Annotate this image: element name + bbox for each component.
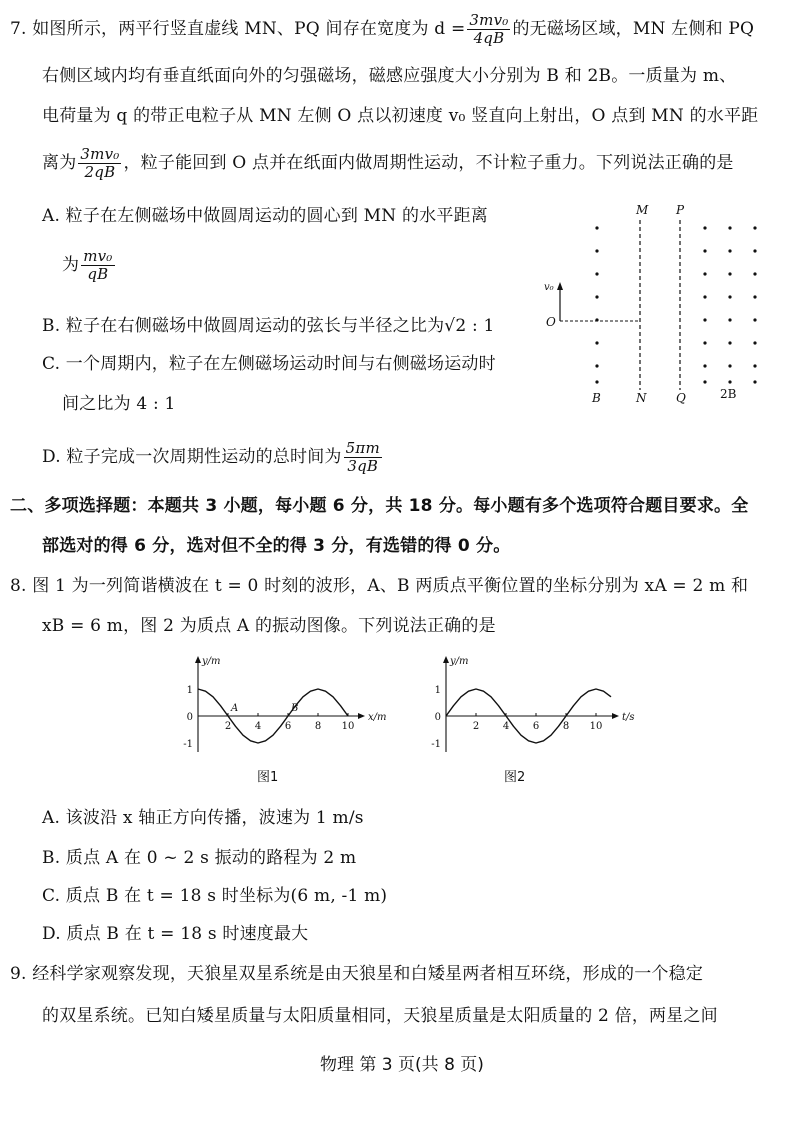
x-axis-arrow xyxy=(612,713,619,719)
q7-option-a-line2: 为 $\frac{\text{mv₀}}{qB}$ xyxy=(62,247,113,283)
field-dot xyxy=(728,226,731,229)
y-tick-label: 1 xyxy=(186,685,193,696)
x-tick-label: 8 xyxy=(562,721,570,732)
q9-line1: 9. 经科学家观察发现，天狼星双星系统是由天狼星和白矮星两者相互环绕，形成的一个稳定 xyxy=(10,964,704,984)
field-dot xyxy=(728,318,731,321)
field-dot xyxy=(595,226,598,229)
point-label: B xyxy=(291,703,299,714)
q7-option-a-line1: A. 粒子在左侧磁场中做圆周运动的圆心到 MN 的水平距离 xyxy=(42,206,488,226)
field-dot xyxy=(753,341,756,344)
left-field-dots xyxy=(595,226,598,383)
q8-option-b: B. 质点 A 在 0 ~ 2 s 振动的路程为 2 m xyxy=(42,848,357,868)
x-tick-label: 6 xyxy=(284,721,292,732)
field-dot xyxy=(753,226,756,229)
field-dot xyxy=(595,249,598,252)
field-dot xyxy=(703,249,706,252)
field-dot xyxy=(753,272,756,275)
field-dot xyxy=(728,272,731,275)
q7-line1: 7. 如图所示，两平行竖直虚线 MN、PQ 间存在宽度为 d = $\frac{\text{3mv₀}}{4qB}$ 的无磁场区域，MN 左侧和 PQ xyxy=(10,11,755,47)
y-axis-label: y/m xyxy=(202,656,221,667)
d-fraction: $\frac{\text{3mv₀}}{4qB}$ xyxy=(469,11,509,47)
q8-option-a: A. 该波沿 x 轴正方向传播，波速为 1 m/s xyxy=(42,808,364,828)
field-dot xyxy=(728,364,731,367)
field-dot xyxy=(595,364,598,367)
field-dot xyxy=(703,295,706,298)
label-o: O xyxy=(546,315,556,329)
field-dot xyxy=(703,272,706,275)
x-tick-label: 6 xyxy=(532,721,540,732)
r-fraction: $\frac{\text{3mv₀}}{2qB}$ xyxy=(80,145,120,181)
x-tick-label: 2 xyxy=(224,721,232,732)
field-dot xyxy=(753,364,756,367)
y-tick-label: 0 xyxy=(434,712,441,723)
section2-line1: 二、多项选择题：本题共 3 小题，每小题 6 分，共 18 分。每小题有多个选项符合题目要求。全 xyxy=(10,496,749,516)
right-field-dots xyxy=(703,226,756,383)
q9-line2: 的双星系统。已知白矮星质量与太阳质量相同，天狼星质量是太阳质量的 2 倍，两星之间 xyxy=(42,1006,718,1026)
x-tick-label: 8 xyxy=(314,721,322,732)
figure2-caption: 图2 xyxy=(504,770,526,785)
field-dot xyxy=(728,380,731,383)
field-dot xyxy=(753,249,756,252)
x-tick-label: 10 xyxy=(589,721,603,732)
field-dot xyxy=(703,364,706,367)
field-dot xyxy=(703,341,706,344)
y-tick-label: -1 xyxy=(431,739,441,750)
q8-option-c: C. 质点 B 在 t = 18 s 时坐标为(6 m, -1 m) xyxy=(42,886,388,906)
x-tick-label: 4 xyxy=(502,721,510,732)
y-axis-arrow xyxy=(195,656,201,663)
t-fraction: $\frac{5\pi m}{3qB}$ xyxy=(345,439,380,475)
field-dot xyxy=(728,249,731,252)
x-axis-arrow xyxy=(358,713,365,719)
v0-arrowhead xyxy=(557,282,563,290)
field-dot xyxy=(595,295,598,298)
y-tick-label: -1 xyxy=(183,739,193,750)
magnetic-field-figure xyxy=(540,200,780,410)
q7-option-c-line2: 间之比为 4 : 1 xyxy=(62,394,176,414)
field-dot xyxy=(753,295,756,298)
y-tick-label: 1 xyxy=(434,685,441,696)
x-axis-label: x/m xyxy=(368,712,387,723)
field-dot xyxy=(753,380,756,383)
q8-line1: 8. 图 1 为一列简谐横波在 t = 0 时刻的波形，A、B 两质点平衡位置的坐标分别为 xA = 2 m 和 xyxy=(10,576,749,596)
label-2b: 2B xyxy=(720,387,737,401)
field-dot xyxy=(595,380,598,383)
field-dot xyxy=(595,272,598,275)
q7-line2: 右侧区域内均有垂直纸面向外的匀强磁场，磁感应强度大小分别为 B 和 2B。一质量为 m、 xyxy=(42,66,737,86)
field-dot xyxy=(703,318,706,321)
vibration-chart-figure2 xyxy=(418,648,638,760)
wave-chart-figure1 xyxy=(170,648,390,760)
page-footer: 物理 第 3 页(共 8 页) xyxy=(320,1055,484,1075)
field-dot xyxy=(703,226,706,229)
field-dot xyxy=(595,341,598,344)
y-axis-label: y/m xyxy=(450,656,469,667)
y-axis-arrow xyxy=(443,656,449,663)
label-q: Q xyxy=(676,391,686,405)
x-tick-label: 10 xyxy=(341,721,355,732)
q7-option-c-line1: C. 一个周期内，粒子在左侧磁场运动时间与右侧磁场运动时 xyxy=(42,354,496,374)
field-dot xyxy=(753,318,756,321)
label-n: N xyxy=(636,391,647,405)
q7-line3: 电荷量为 q 的带正电粒子从 MN 左侧 O 点以初速度 v₀ 竖直向上射出，O 点到 MN 的水平距 xyxy=(42,106,759,126)
q7-line4: 离为 $\frac{\text{3mv₀}}{2qB}$ ，粒子能回到 O 点并在纸面内做周期性运动，不计粒子重力。下列说法正确的是 xyxy=(42,145,734,181)
field-dot xyxy=(728,341,731,344)
figure1-caption: 图1 xyxy=(257,770,279,785)
q7-option-d: D. 粒子完成一次周期性运动的总时间为 $\frac{5\pi m}{3qB}$ xyxy=(42,439,380,475)
field-dot xyxy=(728,295,731,298)
section2-line2: 部选对的得 6 分，选对但不全的得 3 分，有选错的得 0 分。 xyxy=(42,536,511,556)
q8-line2: xB = 6 m，图 2 为质点 A 的振动图像。下列说法正确的是 xyxy=(42,616,496,636)
label-b: B xyxy=(592,391,601,405)
x-tick-label: 4 xyxy=(254,721,262,732)
label-p: P xyxy=(676,203,685,217)
x-axis-label: t/s xyxy=(622,712,635,723)
label-m: M xyxy=(636,203,649,217)
y-tick-label: 0 xyxy=(186,712,193,723)
q7-option-b: B. 粒子在右侧磁场中做圆周运动的弦长与半径之比为√2 : 1 xyxy=(42,316,495,336)
x-tick-label: 2 xyxy=(472,721,480,732)
field-dot xyxy=(703,380,706,383)
label-v0: v₀ xyxy=(544,282,554,293)
q8-option-d: D. 质点 B 在 t = 18 s 时速度最大 xyxy=(42,924,309,944)
a-fraction: $\frac{\text{mv₀}}{qB}$ xyxy=(83,247,113,283)
point-label: A xyxy=(231,703,239,714)
